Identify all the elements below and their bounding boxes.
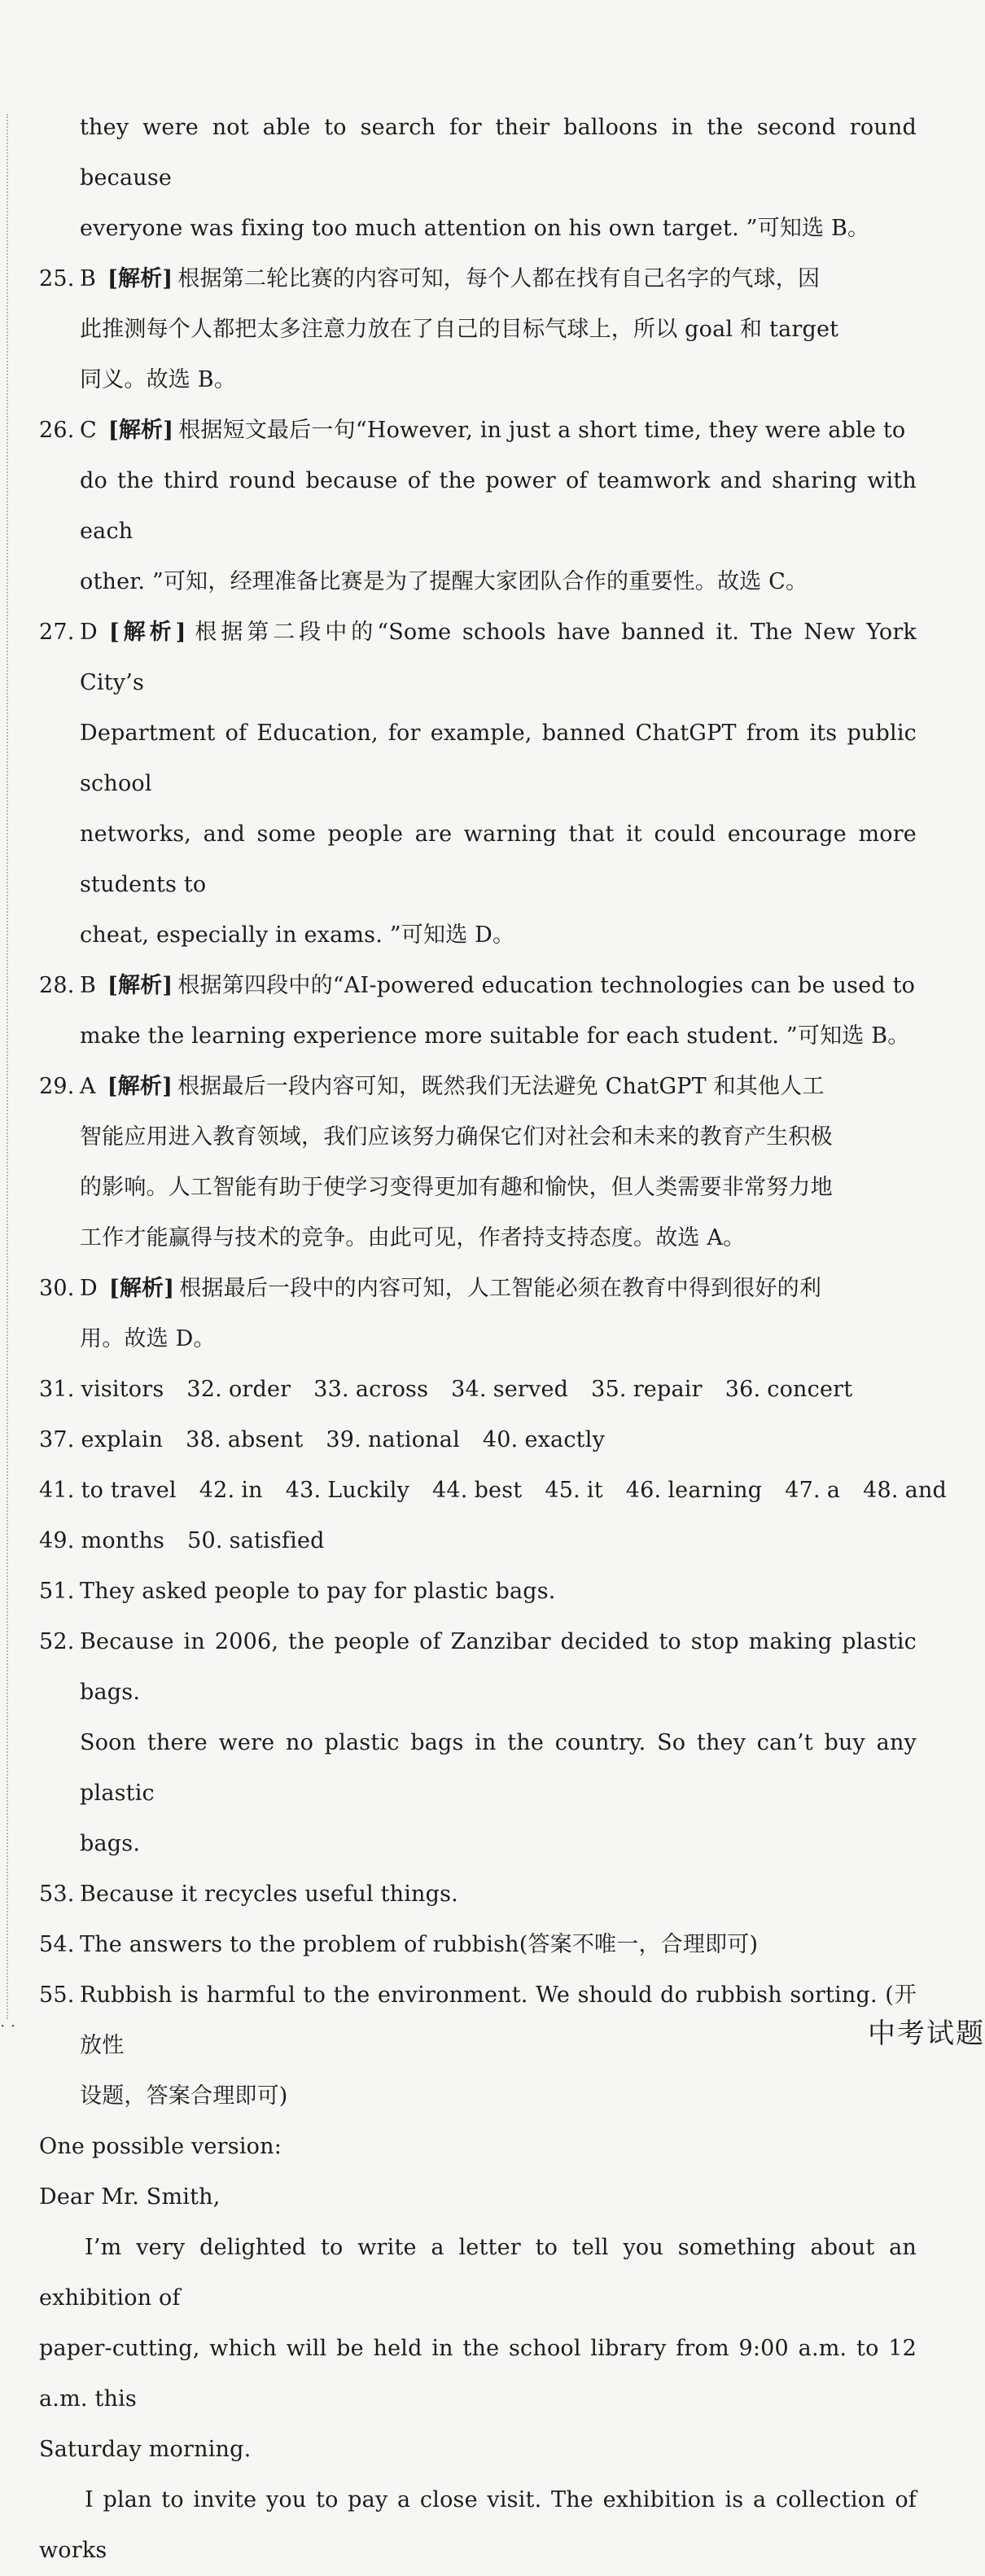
- blank-number: 47.: [785, 1478, 821, 1503]
- explanation-text: other. ”可知，经理准备比赛是为了提醒大家团队合作的重要性。故选 C。: [80, 569, 808, 594]
- blank-answer: [591, 1365, 703, 1415]
- binding-margin-line: [7, 114, 8, 2019]
- explanation-text: 工作才能赢得与技术的竞争。由此可见，作者持支持态度。故选 A。: [80, 1225, 746, 1251]
- blank-answer: [432, 1465, 522, 1516]
- blank-word: Luckily: [327, 1478, 410, 1503]
- short-answer-text: 设题，答案合理即可): [80, 2083, 288, 2109]
- answer-item-first-line: [39, 607, 917, 708]
- question-number: 27.: [39, 620, 75, 645]
- answer-item-line: [39, 1314, 917, 1365]
- short-answer-first-line: [39, 1869, 917, 1920]
- blank-word: months: [81, 1528, 165, 1553]
- blank-number: 44.: [432, 1478, 468, 1503]
- blank-answer-row: [39, 1465, 948, 1516]
- blank-number: 48.: [863, 1478, 899, 1503]
- answer-item-line: [39, 708, 917, 809]
- blank-answer: [187, 1516, 325, 1566]
- blank-answer: [545, 1465, 602, 1516]
- essay-salutation: Dear Mr. Smith,: [39, 2184, 221, 2210]
- question-number: 53.: [39, 1882, 75, 1907]
- blank-answer: [286, 1465, 409, 1516]
- explanation-text: Department of Education, for example, banned ChatGPT from its public school: [80, 721, 917, 796]
- blank-number: 35.: [591, 1377, 627, 1402]
- footer-dots: · ·: [0, 2016, 16, 2035]
- blank-answer: [626, 1465, 762, 1516]
- short-answer-text: Soon there were no plastic bags in the country. So they can’t buy any plastic: [80, 1730, 917, 1806]
- essay-paragraph-line: I’m very delighted to write a letter to tell you something about an exhibition of: [39, 2235, 917, 2311]
- answer-item-first-line: [39, 1264, 917, 1314]
- explanation-text: 根据最后一段内容可知，既然我们无法避免 ChatGPT 和其他人工: [177, 1074, 825, 1099]
- short-answer-first-line: [39, 1566, 917, 1617]
- blank-word: exactly: [524, 1427, 606, 1452]
- explanation-text: cheat, especially in exams. ”可知选 D。: [80, 922, 515, 948]
- explanation-text: 根据最后一段中的内容可知，人工智能必须在教育中得到很好的利: [179, 1276, 822, 1301]
- blank-word: repair: [633, 1377, 703, 1402]
- explanation-text: networks, and some people are warning that it could encourage more students to: [80, 821, 917, 897]
- blank-number: 31.: [39, 1377, 75, 1402]
- answer-item-first-line: [39, 1062, 917, 1112]
- blank-number: 50.: [187, 1528, 223, 1553]
- essay-paragraph-line: Saturday morning.: [39, 2437, 252, 2462]
- answer-letter: D: [80, 1276, 98, 1301]
- answer-letter: D: [80, 620, 98, 645]
- blank-number: 39.: [326, 1427, 361, 1452]
- blank-answer: [725, 1365, 853, 1415]
- answer-item-line: [39, 1163, 917, 1213]
- short-answer-answers: [39, 1566, 917, 2122]
- blank-answer: [326, 1415, 460, 1465]
- blank-word: across: [355, 1377, 429, 1402]
- answer-item-first-line: [39, 961, 917, 1011]
- answer-item-line: [39, 1213, 917, 1264]
- short-answer-first-line: [39, 1617, 917, 1718]
- answer-item-line: [39, 304, 917, 355]
- blank-word: concert: [767, 1377, 853, 1402]
- short-answer-text: They asked people to pay for plastic bags.: [80, 1579, 556, 1604]
- blank-word: a: [826, 1478, 841, 1503]
- essay-section: [39, 2122, 917, 2576]
- blank-word: to travel: [81, 1478, 177, 1503]
- blank-answer: [39, 1365, 164, 1415]
- short-answer-first-line: [39, 1970, 917, 2071]
- blank-answer: [483, 1415, 605, 1465]
- analysis-tag: [解析]: [108, 620, 186, 645]
- short-answer-line: [39, 1718, 917, 1819]
- blank-number: 45.: [545, 1478, 580, 1503]
- blank-answer-row: [39, 1415, 917, 1465]
- blank-number: 40.: [482, 1427, 519, 1452]
- analysis-tag: [解析]: [108, 1276, 175, 1301]
- answer-item-first-line: [39, 405, 917, 456]
- blank-number: 33.: [313, 1377, 349, 1402]
- short-answer-line: [39, 2071, 917, 2122]
- answer-item-line: [39, 910, 917, 961]
- blank-word: in: [241, 1478, 263, 1503]
- short-answer-first-line: [39, 1920, 917, 1970]
- explanation-text: make the learning experience more suitable for each student. ”可知选 B。: [80, 1023, 910, 1049]
- intro-line: they were not able to search for their balloons in the second round because: [80, 115, 917, 191]
- blank-answer: [313, 1365, 428, 1415]
- blank-answer-row: [39, 1365, 917, 1415]
- intro-text: [39, 103, 917, 254]
- explanation-text: 根据短文最后一句“However, in just a short time, they were able to: [178, 418, 906, 443]
- footer-section-title: 中考试题: [868, 2017, 985, 2050]
- blank-number: 42.: [199, 1478, 235, 1503]
- blank-number: 37.: [39, 1427, 75, 1452]
- blank-answer: [863, 1465, 947, 1516]
- explanation-text: 此推测每个人都把太多注意力放在了自己的目标气球上，所以 goal 和 target: [80, 317, 839, 342]
- blank-answer: [39, 1415, 163, 1465]
- intro-line: everyone was fixing too much attention on his own target. ”可知选 B。: [80, 216, 870, 241]
- blank-word: satisfied: [229, 1528, 325, 1553]
- blank-word: it: [586, 1478, 603, 1503]
- blank-word: and: [904, 1478, 948, 1503]
- blank-number: 38.: [186, 1427, 221, 1452]
- blank-word: explain: [81, 1427, 164, 1452]
- question-number: 51.: [39, 1579, 75, 1604]
- question-number: 26.: [39, 418, 75, 443]
- blank-answer: [186, 1365, 291, 1415]
- answer-item-line: [39, 355, 917, 405]
- answer-item-line: [39, 557, 917, 607]
- blank-word: absent: [227, 1427, 304, 1452]
- answer-letter: B: [80, 973, 97, 998]
- short-answer-text: Rubbish is harmful to the environment. We should do rubbish sorting. (开放性: [80, 1982, 917, 2058]
- blank-number: 49.: [39, 1528, 75, 1553]
- short-answer-text: Because it recycles useful things.: [80, 1882, 458, 1907]
- answer-item-line: [39, 456, 917, 557]
- analysis-tag: [解析]: [107, 266, 173, 291]
- explanation-text: 同义。故选 B。: [80, 367, 237, 392]
- blank-word: visitors: [81, 1377, 164, 1402]
- answer-letter: B: [80, 266, 97, 291]
- blank-word: served: [492, 1377, 569, 1402]
- blank-number: 34.: [451, 1377, 487, 1402]
- analysis-tag: [解析]: [107, 1074, 173, 1099]
- answer-item-line: [39, 1011, 917, 1062]
- essay-heading: One possible version:: [39, 2134, 282, 2159]
- question-number: 25.: [39, 266, 75, 291]
- blank-answer: [451, 1365, 568, 1415]
- question-number: 52.: [39, 1629, 75, 1654]
- short-answer-line: [39, 1819, 917, 1869]
- blank-number: 46.: [625, 1478, 662, 1503]
- explanation-text: do the third round because of the power of teamwork and sharing with each: [80, 468, 917, 544]
- blank-answer: [199, 1465, 263, 1516]
- blank-number: 32.: [186, 1377, 222, 1402]
- answer-letter: A: [80, 1074, 96, 1099]
- explanation-text: 根据第二段中的“Some schools have banned it. The New York City’s: [80, 620, 917, 695]
- blank-number: 41.: [39, 1478, 75, 1503]
- short-answer-text: Because in 2006, the people of Zanzibar decided to stop making plastic bags.: [80, 1629, 917, 1705]
- reading-answers: [39, 254, 917, 1365]
- blank-answer-row: [39, 1516, 917, 1566]
- question-number: 29.: [39, 1074, 75, 1099]
- blank-answer: [39, 1516, 164, 1566]
- short-answer-text: bags.: [80, 1831, 141, 1856]
- explanation-text: 用。故选 D。: [80, 1326, 216, 1352]
- question-number: 30.: [39, 1276, 75, 1301]
- explanation-text: 的影响。人工智能有助于使学习变得更加有趣和愉快，但人类需要非常努力地: [80, 1175, 833, 1200]
- essay-paragraph-line: paper-cutting, which will be held in the school library from 9:00 a.m. to 12 a.m. this: [39, 2336, 917, 2412]
- explanation-text: 根据第二轮比赛的内容可知，每个人都在找有自己名字的气球，因: [177, 266, 821, 291]
- blank-word: order: [228, 1377, 291, 1402]
- answer-letter: C: [80, 418, 97, 443]
- blank-answer: [186, 1415, 303, 1465]
- question-number: 55.: [39, 1982, 75, 2008]
- explanation-text: 智能应用进入教育领域，我们应该努力确保它们对社会和未来的教育产生积极: [80, 1124, 833, 1150]
- analysis-tag: [解析]: [107, 973, 173, 998]
- blank-number: 36.: [725, 1377, 761, 1402]
- blank-answer: [785, 1465, 840, 1516]
- explanation-text: 根据第四段中的“AI-powered education technologies can be used to: [177, 973, 916, 998]
- blank-word: learning: [668, 1478, 763, 1503]
- blank-number: 43.: [285, 1478, 322, 1503]
- short-answer-text: The answers to the problem of rubbish(答案不唯一，合理即可): [80, 1932, 759, 1957]
- fill-blank-answers: [39, 1365, 948, 1566]
- answer-item-line: [39, 809, 917, 910]
- blank-answer: [39, 1465, 177, 1516]
- blank-word: national: [367, 1427, 460, 1452]
- question-number: 54.: [39, 1932, 75, 1957]
- answer-item-first-line: [39, 254, 917, 304]
- question-number: 28.: [39, 973, 75, 998]
- blank-word: best: [474, 1478, 523, 1503]
- essay-paragraph-line: I plan to invite you to pay a close visit. The exhibition is a collection of works: [39, 2487, 917, 2563]
- analysis-tag: [解析]: [107, 418, 174, 443]
- answer-item-line: [39, 1112, 917, 1163]
